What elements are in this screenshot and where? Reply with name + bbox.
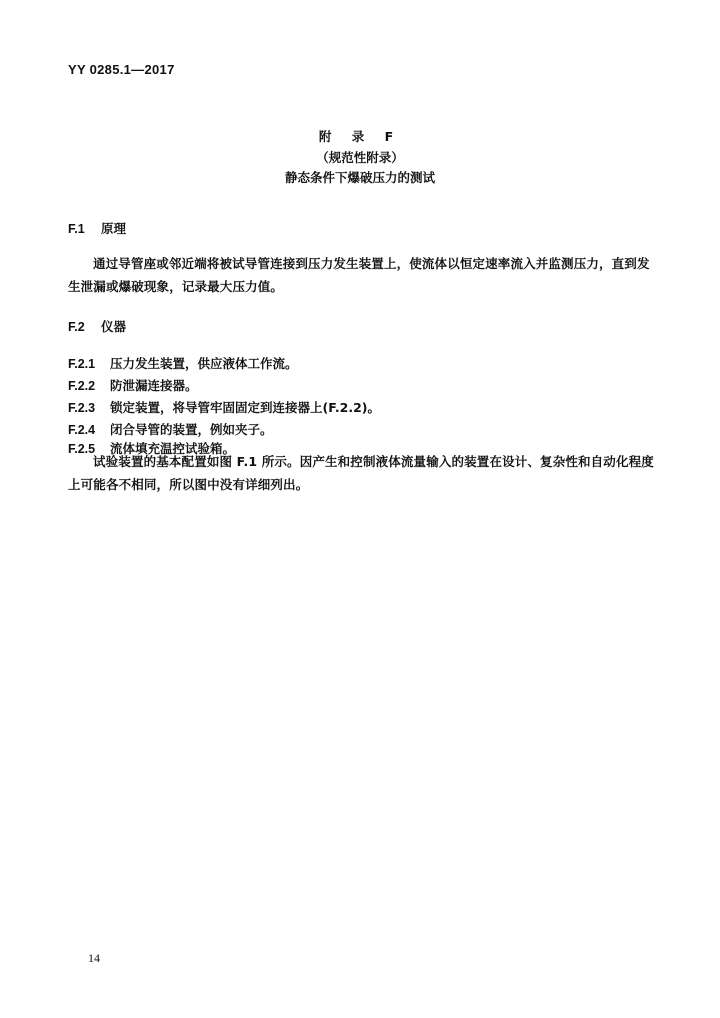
section-number: F.2 bbox=[68, 320, 85, 334]
item-text: 锁定装置，将导管牢固固定到连接器上(F.2.2)。 bbox=[110, 400, 381, 415]
item-number: F.2.3 bbox=[68, 401, 96, 415]
list-item bbox=[68, 376, 198, 394]
section-heading-f2 bbox=[68, 317, 126, 335]
standard-code: YY 0285.1—2017 bbox=[68, 62, 175, 77]
list-item bbox=[68, 420, 273, 438]
section-number: F.1 bbox=[68, 222, 85, 236]
section-title: 原理 bbox=[101, 221, 127, 236]
paragraph-text: 试验装置的基本配置如图 F.1 所示。因产生和控制液体流量输入的装置在设计、复杂性和自动化程度上可能各不相同，所以图中没有详细列出。 bbox=[68, 454, 654, 492]
item-text: 流体填充温控试验箱。 bbox=[110, 441, 236, 456]
section-title: 仪器 bbox=[101, 319, 127, 334]
section-heading-f1 bbox=[68, 219, 126, 237]
item-number: F.2.4 bbox=[68, 423, 96, 437]
list-item bbox=[68, 398, 380, 416]
item-number: F.2.1 bbox=[68, 357, 96, 371]
appendix-title: 附 录 F bbox=[318, 129, 402, 144]
item-number: F.2.5 bbox=[68, 442, 96, 456]
item-text: 闭合导管的装置，例如夹子。 bbox=[110, 422, 273, 437]
page-number: 14 bbox=[88, 951, 100, 965]
item-text: 压力发生装置，供应液体工作流。 bbox=[110, 356, 298, 371]
item-text: 防泄漏连接器。 bbox=[110, 378, 198, 393]
list-item bbox=[68, 354, 298, 372]
item-number: F.2.2 bbox=[68, 379, 96, 393]
section-paragraph-f1 bbox=[68, 252, 658, 298]
appendix-name: 静态条件下爆破压力的测试 bbox=[284, 170, 435, 185]
appendix-subtitle: （规范性附录） bbox=[316, 150, 404, 165]
section-paragraph-f2-note bbox=[68, 450, 658, 496]
paragraph-text: 通过导管座或邻近端将被试导管连接到压力发生装置上，使流体以恒定速率流入并监测压力，直到发生泄漏或爆破现象，记录最大压力值。 bbox=[68, 256, 650, 294]
